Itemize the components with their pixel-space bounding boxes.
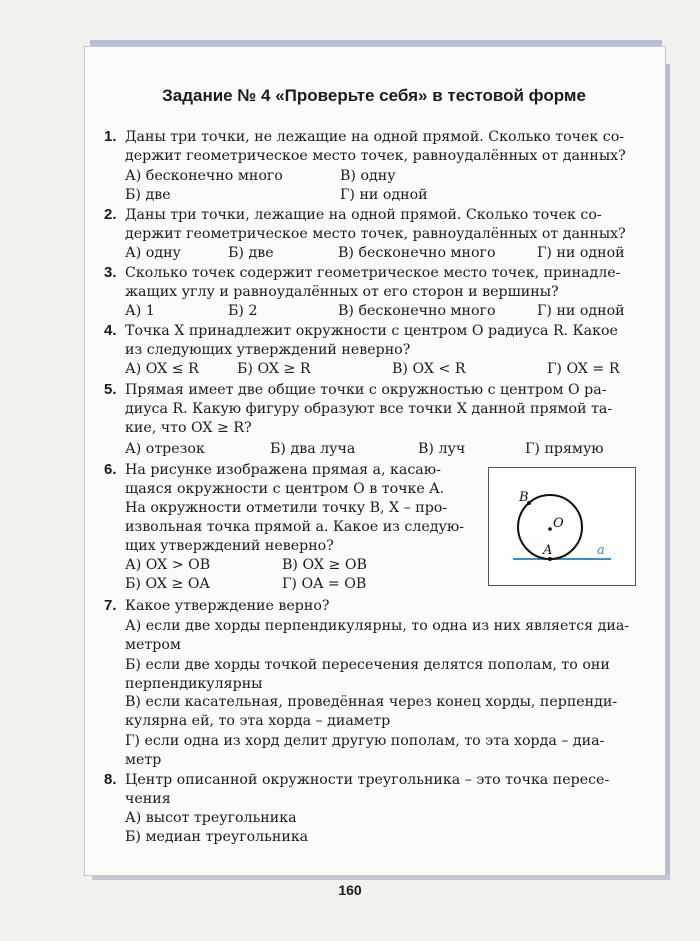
question-text: Какое утверждение верно? <box>125 598 330 614</box>
question-number: 6. <box>104 461 117 478</box>
page-number: 160 <box>338 882 362 898</box>
label-line-a: a <box>597 543 605 558</box>
answer-option: Б) две <box>228 245 274 261</box>
question-text: кие, что OX ≥ R? <box>125 420 252 436</box>
answer-option: Б) два луча <box>270 441 356 457</box>
question-text: извольная точка прямой a. Какое из следую- <box>125 519 464 535</box>
question-text: Даны три точки, не лежащие на одной прямой. Сколько точек со- <box>125 129 625 145</box>
answer-option: Г) ни одной <box>537 303 625 319</box>
question-number: 2. <box>104 206 117 223</box>
answer-option: А) одну <box>125 245 181 261</box>
answer-option-continued: метром <box>125 637 181 653</box>
question-text: чения <box>125 791 171 807</box>
figure-svg <box>489 468 635 585</box>
answer-option: В) OX < R <box>392 361 466 377</box>
label-o: O <box>553 516 564 531</box>
answer-option: В) луч <box>418 441 466 457</box>
answer-option-continued: метр <box>125 752 162 768</box>
question-number: 3. <box>104 264 117 281</box>
answer-option: А) OX > OB <box>125 557 211 573</box>
answer-option: А) 1 <box>125 303 155 319</box>
answer-option: Б) две <box>125 187 171 203</box>
answer-option: Б) OX ≥ R <box>237 361 311 377</box>
question-number: 7. <box>104 597 117 614</box>
answer-option: В) если касательная, проведённая через конец хорды, перпенди- <box>125 694 618 710</box>
label-a-point: A <box>543 543 553 558</box>
page-title: Задание № 4 «Проверьте себя» в тестовой форме <box>162 86 586 105</box>
answer-option: Б) OX ≥ OA <box>125 576 210 592</box>
answer-option: Г) если одна из хорд делит другую пополам, то эта хорда – диа- <box>125 733 605 749</box>
answer-option: А) бесконечно много <box>125 168 283 184</box>
answer-option: А) отрезок <box>125 441 205 457</box>
answer-option: Г) прямую <box>525 441 604 457</box>
question-text: Прямая имеет две общие точки с окружностью с центром O ра- <box>125 382 607 398</box>
answer-option: А) если две хорды перпендикулярны, то одна из них является диа- <box>125 618 630 634</box>
answer-option-continued: кулярна ей, то эта хорда – диаметр <box>125 713 391 729</box>
question-number: 1. <box>104 128 117 145</box>
answer-option: Г) ни одной <box>537 245 625 261</box>
answer-option: В) OX ≥ OB <box>282 557 367 573</box>
answer-option: В) бесконечно много <box>338 245 496 261</box>
answer-option: Г) ни одной <box>340 187 428 203</box>
question-text: Центр описанной окружности треугольника – это точка пересе- <box>125 772 610 788</box>
answer-option: В) одну <box>340 168 396 184</box>
question-text: диуса R. Какую фигуру образуют все точки X данной прямой та- <box>125 401 613 417</box>
answer-option: А) OX ≤ R <box>125 361 199 377</box>
tangent-circle-figure <box>488 467 636 586</box>
answer-option: Г) OX = R <box>547 361 620 377</box>
question-text: жащих углу и равноудалённых от его сторон и вершины? <box>125 284 559 300</box>
answer-option: В) бесконечно много <box>338 303 496 319</box>
question-text: держит геометрическое место точек, равноудалённых от данных? <box>125 226 626 242</box>
question-text: На окружности отметили точку B, X – про- <box>125 500 448 516</box>
question-text: щаяся окружности с центром O в точке A. <box>125 481 445 497</box>
answer-option: А) высот треугольника <box>125 810 297 826</box>
question-text: Сколько точек содержит геометрическое место точек, принадле- <box>125 265 621 281</box>
answer-option-continued: перпендикулярны <box>125 676 263 692</box>
question-number: 4. <box>104 322 117 339</box>
answer-option: Б) если две хорды точкой пересечения делятся пополам, то они <box>125 657 610 673</box>
question-text: щих утверждений неверно? <box>125 538 334 554</box>
question-text: из следующих утверждений неверно? <box>125 342 411 358</box>
question-text: Даны три точки, лежащие на одной прямой. Сколько точек со- <box>125 207 602 223</box>
center-point-o <box>548 527 552 531</box>
answer-option: Г) OA = OB <box>282 576 367 592</box>
question-text: Точка X принадлежит окружности с центром O радиуса R. Какое <box>125 323 618 339</box>
question-number: 5. <box>104 381 117 398</box>
label-b: B <box>519 490 529 505</box>
question-text: На рисунке изображена прямая a, касаю- <box>125 462 441 478</box>
answer-option: Б) 2 <box>228 303 258 319</box>
question-text: держит геометрическое место точек, равноудалённых от данных? <box>125 148 626 164</box>
answer-option: Б) медиан треугольника <box>125 829 309 845</box>
question-number: 8. <box>104 771 117 788</box>
